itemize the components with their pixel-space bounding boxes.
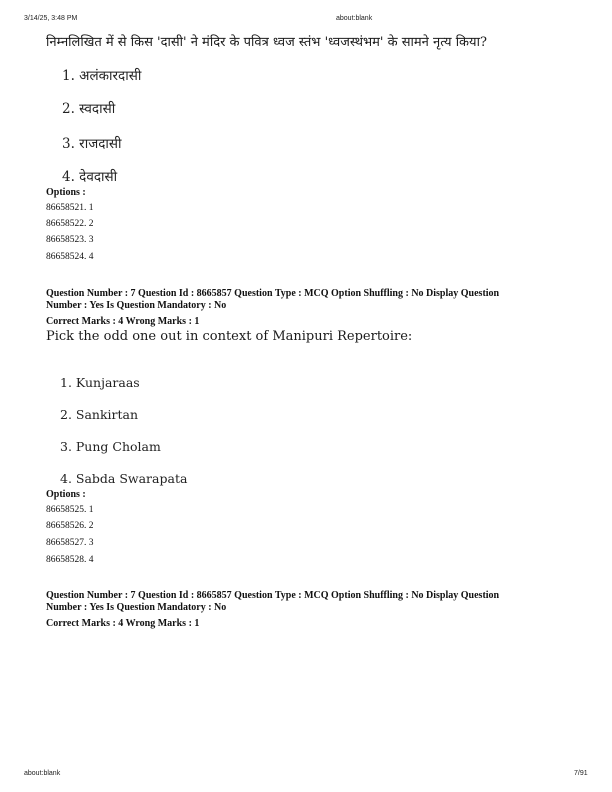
question-1-option-id-3: 86658523. 3	[46, 235, 94, 245]
question-1-text: निम्नलिखित में से किस 'दासी' ने मंदिर के पवित्र ध्वज स्तंभ 'ध्वजस्थंभम' के सामने नृत्य किया?	[46, 35, 487, 50]
question-2-meta-line-3: Correct Marks : 4 Wrong Marks : 1	[46, 316, 200, 327]
question-2-options-label: Options :	[46, 489, 86, 500]
question-2-meta-line-2: Number : Yes Is Question Mandatory : No	[46, 300, 227, 311]
print-page-title: about:blank	[336, 15, 373, 22]
question-2-option-id-3: 86658527. 3	[46, 538, 94, 548]
question-2-option-3: 3. Pung Cholam	[60, 439, 161, 454]
question-1-option-3: 3. राजदासी	[62, 136, 122, 152]
question-1-option-2: 2. स्वदासी	[62, 101, 116, 117]
question-2-option-2: 2. Sankirtan	[60, 407, 139, 422]
question-3-meta-line-3: Correct Marks : 4 Wrong Marks : 1	[46, 618, 200, 629]
question-2-option-id-1: 86658525. 1	[46, 505, 94, 515]
question-1-option-id-4: 86658524. 4	[46, 252, 94, 262]
question-2-text: Pick the odd one out in context of Manipuri Repertoire:	[46, 329, 413, 344]
question-2-option-id-2: 86658526. 2	[46, 521, 94, 531]
question-2-meta-line-1: Question Number : 7 Question Id : 8665857 Question Type : MCQ Option Shuffling : No Display Question	[46, 288, 500, 299]
question-2-option-id-4: 86658528. 4	[46, 555, 94, 565]
footer-url: about:blank	[24, 770, 61, 777]
footer-page-number: 7/91	[574, 770, 588, 777]
question-1-option-4: 4. देवदासी	[62, 169, 118, 185]
question-2-option-4: 4. Sabda Swarapata	[60, 471, 188, 486]
question-2-option-1: 1. Kunjaraas	[60, 375, 140, 390]
question-3-meta-line-2: Number : Yes Is Question Mandatory : No	[46, 602, 227, 613]
question-1-option-1: 1. अलंकारदासी	[62, 68, 142, 84]
question-1-option-id-2: 86658522. 2	[46, 219, 94, 229]
question-1-options-label: Options :	[46, 187, 86, 198]
print-datetime: 3/14/25, 3:48 PM	[24, 15, 78, 22]
question-1-option-id-1: 86658521. 1	[46, 203, 94, 213]
question-3-meta-line-1: Question Number : 7 Question Id : 8665857 Question Type : MCQ Option Shuffling : No Display Question	[46, 590, 500, 601]
